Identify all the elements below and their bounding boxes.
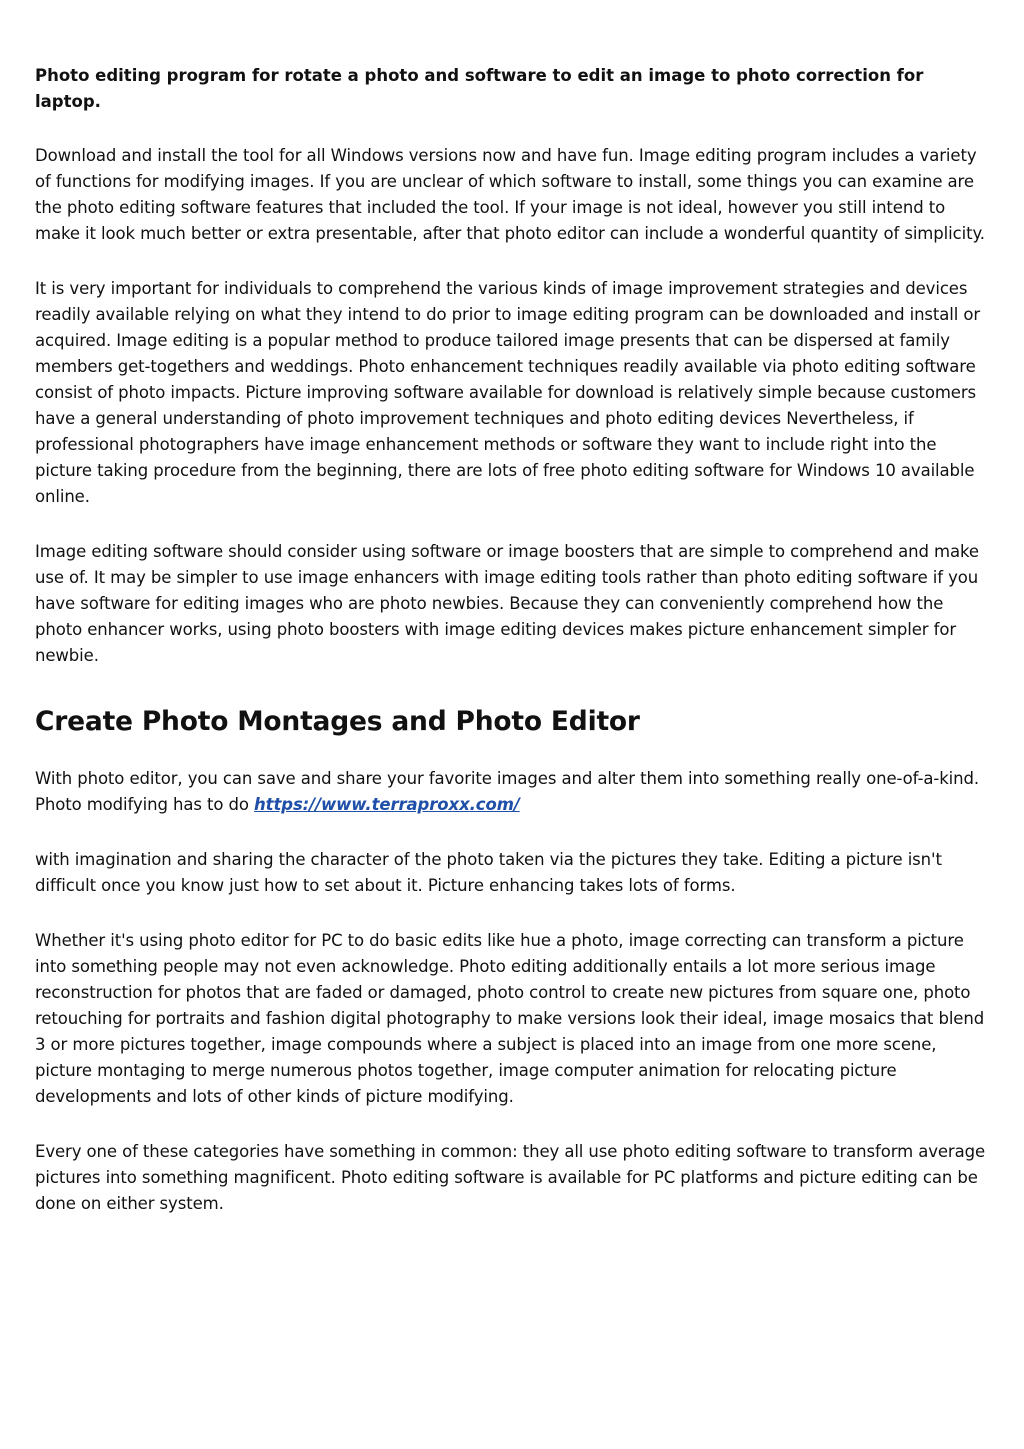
external-link[interactable]: https://www.terraproxx.com/ bbox=[254, 795, 520, 814]
document-page bbox=[35, 63, 993, 1246]
lead-paragraph: Photo editing program for rotate a photo and software to edit an image to photo correction for laptop. bbox=[35, 66, 924, 111]
paragraph-2: It is very important for individuals to comprehend the various kinds of image improvement strategies and devices readily available relying on what they intend to do prior to image editing program can be downloaded and install or acquired. Image editing is a popular method to produce tailored image presents that can be dispersed at family members get-togethers and weddings. Photo enhancement techniques readily available via photo editing software consist of photo impacts. Picture improving software available for download is relatively simple because customers have a general understanding of photo improvement techniques and photo editing devices Nevertheless, if professional photographers have image enhancement methods or software they want to include right into the picture taking procedure from the beginning, there are lots of free photo editing software for Windows 10 available online. bbox=[35, 279, 981, 506]
paragraph-7: Every one of these categories have something in common: they all use photo editing software to transform average pictures into something magnificent. Photo editing software is available for PC platforms and picture editing can be done on either system. bbox=[35, 1142, 986, 1213]
paragraph-3: Image editing software should consider using software or image boosters that are simple to comprehend and make use of. It may be simpler to use image enhancers with image editing tools rather than photo editing software if you have software for editing images who are photo newbies. Because they can conveniently comprehend how the photo enhancer works, using photo boosters with image editing devices makes picture enhancement simpler for newbie. bbox=[35, 542, 979, 665]
paragraph-1: Download and install the tool for all Windows versions now and have fun. Image editing program includes a variety of functions for modifying images. If you are unclear of which software to install, some things you can examine are the photo editing software features that included the tool. If your image is not ideal, however you still intend to make it look much better or extra presentable, after that photo editor can include a wonderful quantity of simplicity. bbox=[35, 146, 985, 243]
link-paragraph-text: With photo editor, you can save and share your favorite images and alter them into something really one-of-a-kind. Photo modifying has to do bbox=[35, 769, 980, 814]
paragraph-with-link bbox=[35, 766, 993, 818]
section-heading: Create Photo Montages and Photo Editor bbox=[35, 706, 640, 737]
paragraph-5: with imagination and sharing the character of the photo taken via the pictures they take. Editing a picture isn't difficult once you know just how to set about it. Picture enhancing takes lots of forms. bbox=[35, 850, 942, 895]
paragraph-6: Whether it's using photo editor for PC to do basic edits like hue a photo, image correcting can transform a picture into something people may not even acknowledge. Photo editing additionally entails a lot more serious image reconstruction for photos that are faded or damaged, photo control to create new pictures from square one, photo retouching for portraits and fashion digital photography to make versions look their ideal, image mosaics that blend 3 or more pictures together, image compounds where a subject is placed into an image from one more scene, picture montaging to merge numerous photos together, image computer animation for relocating picture developments and lots of other kinds of picture modifying. bbox=[35, 931, 985, 1106]
